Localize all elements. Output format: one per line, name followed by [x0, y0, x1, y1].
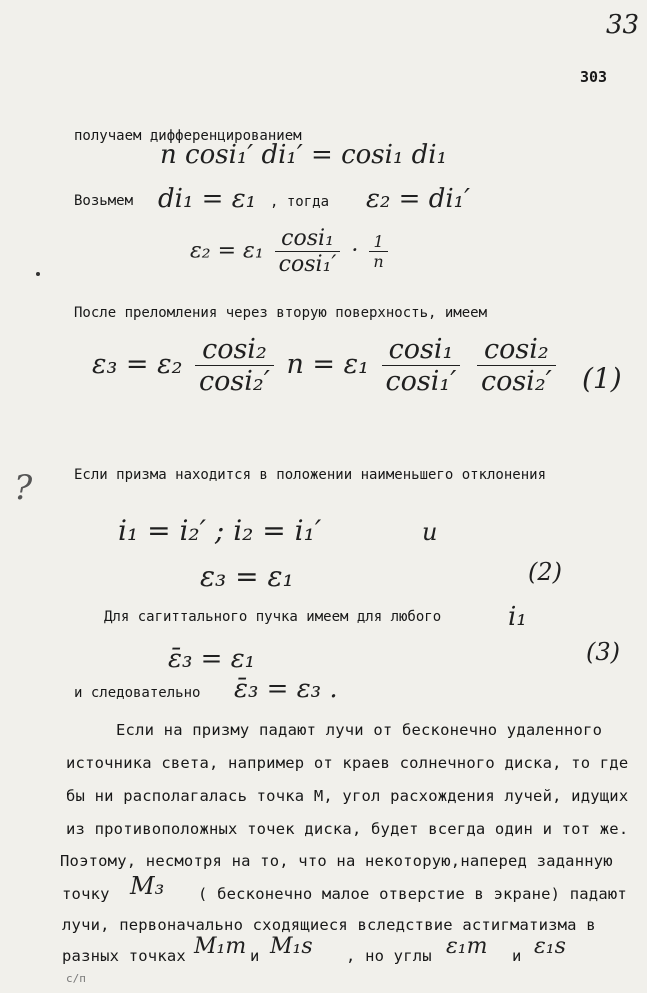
equation-2-numerator: cosi₁ [281, 226, 334, 251]
line-refraction: После преломления через вторую поверхность, имеем [74, 305, 488, 321]
line-sagittal-var: i₁ [508, 602, 527, 632]
equation-take-b: ε₂ = di₁′ [366, 184, 470, 214]
point-m1m: M₁m [194, 934, 247, 959]
paragraph-line-3: бы ни располагалась точка M, угол расхождения лучей, идущих [66, 787, 629, 805]
equation-2-reciprocal-num: 1 [373, 232, 384, 251]
equation-3-fraction-3 [477, 334, 556, 397]
line-take: Возьмем [74, 193, 134, 209]
paragraph-line-6-end: ( бесконечно малое отверстие в экране) падают [198, 885, 627, 903]
stray-dot [36, 272, 40, 276]
equation-3-f2-num: cosi₁ [388, 334, 454, 365]
margin-question-mark: ? [14, 468, 33, 508]
paragraph-line-7: лучи, первоначально сходящиеся вследствие астигматизма в [62, 916, 596, 934]
paragraph-line-2: источника света, например от краев солнечного диска, то где [66, 754, 629, 772]
equation-5-label: (3) [586, 638, 620, 666]
equation-take-a: di₁ = ε₁ [158, 184, 257, 214]
equation-3 [92, 334, 560, 397]
page-number: 303 [580, 68, 608, 86]
equation-2 [190, 226, 392, 277]
equation-3-label: (1) [582, 362, 622, 395]
point-m3: M₃ [130, 872, 165, 900]
corner-number: 33 [606, 10, 640, 40]
equation-6: ε̄₃ = ε₃ . [234, 674, 338, 704]
equation-4a-word: и [422, 518, 438, 546]
equation-3-left: ε₃ = ε₂ [92, 349, 183, 380]
paragraph-line-8-but: , но углы [346, 947, 432, 965]
paragraph-line-8-and-1: и [250, 947, 260, 965]
equation-3-fraction-1 [195, 334, 274, 397]
footer-mark: с/п [66, 972, 86, 985]
paragraph-line-4: из противоположных точек диска, будет всегда один и тот же. [66, 820, 629, 838]
equation-3-f1-num: cosi₂ [202, 334, 267, 365]
line-differentiation: получаем дифференцированием [74, 128, 302, 144]
point-m1s: M₁s [270, 934, 313, 959]
equation-2-reciprocal-den: n [369, 251, 387, 271]
equation-4a: i₁ = i₂′ ; i₂ = i₁′ [118, 514, 322, 547]
equation-4-label: (2) [528, 558, 562, 586]
paragraph-line-8-start: разных точках [62, 947, 186, 965]
equation-2-denominator: cosi₁′ [275, 251, 341, 277]
equation-3-mid: n = ε₁ [286, 349, 369, 380]
equation-3-f1-den: cosi₂′ [195, 365, 274, 397]
line-sagittal: Для сагиттального пучка имеем для любого [104, 609, 442, 625]
equation-5: ε̄₃ = ε₁ [168, 644, 256, 674]
paragraph-line-1: Если на призму падают лучи от бесконечно удаленного [116, 721, 603, 739]
angle-e1s: ε₁s [534, 934, 566, 959]
line-take-then: , тогда [270, 194, 330, 210]
paragraph-line-8-and-2: и [512, 947, 522, 965]
line-consequently: и следовательно [74, 685, 201, 701]
angle-e1m: ε₁m [446, 934, 488, 959]
equation-2-left: ε₂ = ε₁ [190, 238, 264, 264]
paragraph-line-6-start: точку [62, 885, 110, 903]
line-minimum-deviation: Если призма находится в положении наименьшего отклонения [74, 467, 547, 483]
equation-3-f2-den: cosi₁′ [382, 365, 461, 397]
equation-3-fraction-2 [382, 334, 461, 397]
equation-3-f3-num: cosi₂ [484, 334, 549, 365]
equation-2-dot: · [351, 238, 359, 264]
equation-1: n cosi₁′ di₁′ = cosi₁ di₁ [160, 140, 448, 170]
equation-3-f3-den: cosi₂′ [477, 365, 556, 397]
paragraph-line-5: Поэтому, несмотря на то, что на некоторую,наперед заданную [60, 852, 613, 870]
equation-4b: ε₃ = ε₁ [200, 560, 294, 593]
equation-2-reciprocal [369, 232, 387, 271]
equation-2-fraction [275, 226, 341, 277]
